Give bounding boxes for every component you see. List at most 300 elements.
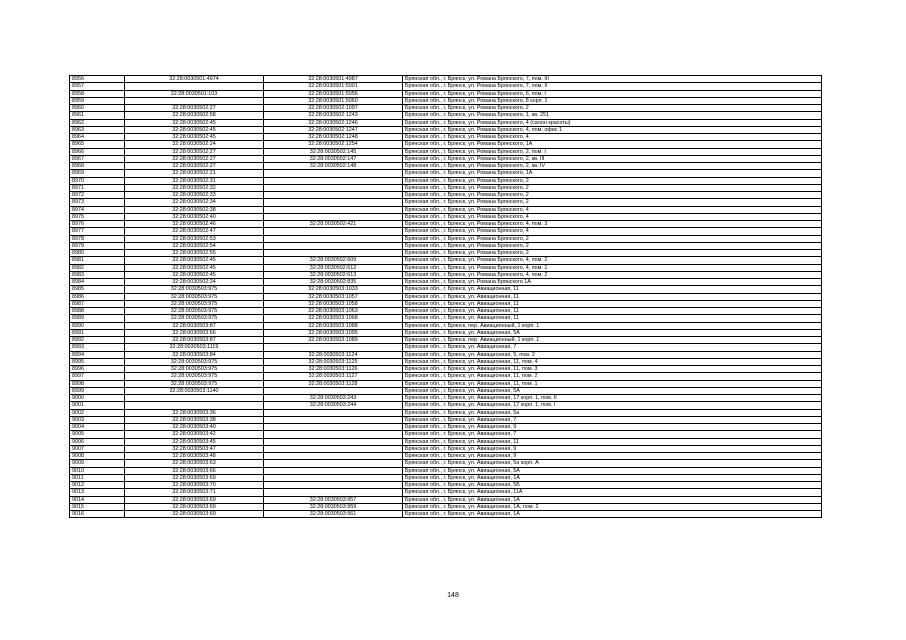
premises-cadastral-number-cell xyxy=(264,250,403,257)
table-row xyxy=(70,155,822,162)
cadastral-number-cell: 32:28:0030503:975 xyxy=(125,300,264,307)
cadastral-number-cell: 32:28:0030503:38 xyxy=(125,416,264,423)
premises-cadastral-number-cell: 32:28:0030501:5060 xyxy=(264,97,403,104)
address-cell: Брянская обл., г. Брянск, ул. Романа Брянского, 2 xyxy=(403,199,822,206)
table-row xyxy=(70,177,822,184)
table-row xyxy=(70,315,822,322)
address-cell: Брянская обл., г. Брянск, ул. Романа Брянского, 4, пом. 1 xyxy=(403,264,822,271)
row-number-cell: 9016 xyxy=(70,511,125,518)
premises-cadastral-number-cell: 32:28:0030502:612 xyxy=(264,264,403,271)
table-row xyxy=(70,235,822,242)
premises-cadastral-number-cell: 32:28:0030503:1068 xyxy=(264,315,403,322)
cadastral-number-cell: 32:28:0030502:58 xyxy=(125,112,264,119)
address-cell: Брянская обл., г. Брянск, ул. Авиационная, 9 xyxy=(403,453,822,460)
table-row xyxy=(70,482,822,489)
premises-cadastral-number-cell: 32:28:0030503:1127 xyxy=(264,373,403,380)
premises-cadastral-number-cell: 32:28:0030503:1095 xyxy=(264,329,403,336)
premises-cadastral-number-cell: 32:28:0030502:147 xyxy=(264,155,403,162)
table-row xyxy=(70,257,822,264)
cadastral-number-cell: 32:28:0030503:975 xyxy=(125,366,264,373)
cadastral-number-cell: 32:28:0030503:69 xyxy=(125,511,264,518)
address-cell: Брянская обл., г. Брянск, ул. Авиационная, 9 xyxy=(403,445,822,452)
address-cell: Брянская обл., г. Брянск, ул. Романа Брянского, 7, пом. II xyxy=(403,83,822,90)
address-cell: Брянская обл., г. Брянск, ул. Авиационная, 5А xyxy=(403,467,822,474)
address-cell: Брянская обл., г. Брянск, ул. Романа Брянского, 1А xyxy=(403,170,822,177)
cadastral-number-cell: 32:28:0030502:27 xyxy=(125,105,264,112)
cadastral-number-cell: 32:28:0030503:69 xyxy=(125,503,264,510)
row-number-cell: 8993 xyxy=(70,344,125,351)
row-number-cell: 8978 xyxy=(70,235,125,242)
table-row xyxy=(70,242,822,249)
address-cell: Брянская обл., г. Брянск, ул. Романа Брянского, 2, кв. IV xyxy=(403,163,822,170)
address-cell: Брянская обл., г. Брянск, ул. Романа Брянского, 2 xyxy=(403,177,822,184)
row-number-cell: 8968 xyxy=(70,163,125,170)
row-number-cell: 8977 xyxy=(70,228,125,235)
row-number-cell: 8965 xyxy=(70,141,125,148)
cadastral-number-cell: 32:28:0030502:54 xyxy=(125,242,264,249)
table-row xyxy=(70,322,822,329)
table-row xyxy=(70,126,822,133)
row-number-cell: 8990 xyxy=(70,322,125,329)
cadastral-number-cell xyxy=(125,402,264,409)
premises-cadastral-number-cell: 32:28:0030503:1088 xyxy=(264,322,403,329)
premises-cadastral-number-cell: 32:28:0030502:1247 xyxy=(264,126,403,133)
premises-cadastral-number-cell xyxy=(264,453,403,460)
address-cell: Брянская обл., г. Брянск, ул. Авиационная, 7 xyxy=(403,431,822,438)
cadastral-number-cell: 32:28:0030503:975 xyxy=(125,286,264,293)
row-number-cell: 8982 xyxy=(70,264,125,271)
cadastral-number-cell: 32:28:0030502:38 xyxy=(125,206,264,213)
cadastral-number-cell: 32:28:0030503:975 xyxy=(125,380,264,387)
address-cell: Брянская обл., г. Брянск, ул. Авиационная, 1А, пом. 2 xyxy=(403,503,822,510)
table-row xyxy=(70,366,822,373)
address-cell: Брянская обл., г. Брянск, ул. Авиационная, 9 xyxy=(403,424,822,431)
address-cell: Брянская обл., г. Брянск, ул. Авиационная, 1А xyxy=(403,511,822,518)
address-cell: Брянская обл., г. Брянск, ул. Авиационная, 1А xyxy=(403,496,822,503)
table-row xyxy=(70,395,822,402)
row-number-cell: 8966 xyxy=(70,148,125,155)
table-row xyxy=(70,250,822,257)
row-number-cell: 8956 xyxy=(70,76,125,83)
cadastral-number-cell: 32:28:0030503:47 xyxy=(125,445,264,452)
table-row xyxy=(70,264,822,271)
row-number-cell: 8963 xyxy=(70,126,125,133)
address-cell: Брянская обл., г. Брянск, ул. Авиационная, 17 корп. 1, пом. II xyxy=(403,395,822,402)
premises-cadastral-number-cell: 32:28:0030501:4987 xyxy=(264,76,403,83)
cadastral-number-cell: 32:28:0030503:63 xyxy=(125,460,264,467)
premises-cadastral-number-cell: 32:28:0030501:5056 xyxy=(264,90,403,97)
table-row xyxy=(70,184,822,191)
cadastral-number-cell: 32:28:0030502:33 xyxy=(125,192,264,199)
premises-cadastral-number-cell: 32:28:0030502:835 xyxy=(264,279,403,286)
premises-cadastral-number-cell: 32:28:0030503:1057 xyxy=(264,293,403,300)
cadastral-number-cell: 32:28:0030503:87 xyxy=(125,322,264,329)
row-number-cell: 8964 xyxy=(70,134,125,141)
address-cell: Брянская обл., г. Брянск, ул. Романа Брянского, 4 xyxy=(403,228,822,235)
table-row xyxy=(70,416,822,423)
cadastral-number-cell: 32:28:0030502:27 xyxy=(125,148,264,155)
premises-cadastral-number-cell xyxy=(264,424,403,431)
table-row xyxy=(70,279,822,286)
cadastral-number-cell xyxy=(125,395,264,402)
table-row xyxy=(70,380,822,387)
address-cell: Брянская обл., г. Брянск, ул. Романа Брянского, 4 xyxy=(403,213,822,220)
row-number-cell: 8980 xyxy=(70,250,125,257)
cadastral-number-cell: 32:28:0030501:103 xyxy=(125,90,264,97)
table-row xyxy=(70,228,822,235)
premises-cadastral-number-cell: 32:28:0030502:145 xyxy=(264,148,403,155)
table-row xyxy=(70,76,822,83)
table-row xyxy=(70,105,822,112)
address-cell: Брянская обл., г. Брянск, пер. Авиационный, 1 корп. 1 xyxy=(403,322,822,329)
row-number-cell: 8986 xyxy=(70,293,125,300)
premises-cadastral-number-cell xyxy=(264,474,403,481)
table-row xyxy=(70,460,822,467)
premises-cadastral-number-cell: 32:28:0030502:1254 xyxy=(264,141,403,148)
row-number-cell: 8970 xyxy=(70,177,125,184)
row-number-cell: 9006 xyxy=(70,438,125,445)
premises-cadastral-number-cell xyxy=(264,206,403,213)
cadastral-number-cell: 32:28:0030503:66 xyxy=(125,467,264,474)
address-cell: Брянская обл., г. Брянск, ул. Романа Брянского, 2 xyxy=(403,184,822,191)
page-number: 148 xyxy=(447,592,459,599)
premises-cadastral-number-cell: 32:28:0030502:613 xyxy=(264,271,403,278)
premises-cadastral-number-cell: 32:28:0030503:1128 xyxy=(264,380,403,387)
row-number-cell: 9014 xyxy=(70,496,125,503)
premises-cadastral-number-cell: 32:28:0030502:148 xyxy=(264,163,403,170)
table-row xyxy=(70,83,822,90)
address-cell: Брянская обл., г. Брянск, ул. Авиационная, 11А xyxy=(403,489,822,496)
cadastral-number-cell: 32:28:0030502:32 xyxy=(125,184,264,191)
premises-cadastral-number-cell xyxy=(264,235,403,242)
address-cell: Брянская обл., г. Брянск, ул. Авиационная, 11, пом. 2 xyxy=(403,373,822,380)
cadastral-number-cell: 32:28:0030503:84 xyxy=(125,351,264,358)
address-cell: Брянская обл., г. Брянск, ул. Романа Брянского, 1А xyxy=(403,141,822,148)
cadastral-number-cell: 32:28:0030502:53 xyxy=(125,235,264,242)
address-cell: Брянская обл., г. Брянск, ул. Авиационная, 11, пом. 1 xyxy=(403,380,822,387)
row-number-cell: 8976 xyxy=(70,221,125,228)
table-row xyxy=(70,467,822,474)
table-row xyxy=(70,271,822,278)
cadastral-number-cell: 32:28:0030503:69 xyxy=(125,474,264,481)
row-number-cell: 8997 xyxy=(70,373,125,380)
table-row xyxy=(70,373,822,380)
cadastral-number-cell: 32:28:0030503:70 xyxy=(125,482,264,489)
table-row xyxy=(70,141,822,148)
premises-cadastral-number-cell xyxy=(264,409,403,416)
cadastral-number-cell: 32:28:0030503:36 xyxy=(125,409,264,416)
address-cell: Брянская обл., г. Брянск, ул. Романа Брянского, 4, пом. 2 xyxy=(403,257,822,264)
address-cell: Брянская обл., г. Брянск, ул. Романа Брянского, 4 xyxy=(403,206,822,213)
table-row xyxy=(70,163,822,170)
cadastral-number-cell: 32:28:0030502:55 xyxy=(125,250,264,257)
address-cell: Брянская обл., г. Брянск, ул. Романа Брянского, 2 xyxy=(403,235,822,242)
table-body xyxy=(70,76,822,518)
address-cell: Брянская обл., г. Брянск, ул. Авиационная, 5Б xyxy=(403,482,822,489)
table-row xyxy=(70,90,822,97)
premises-cadastral-number-cell: 32:28:0030501:5001 xyxy=(264,83,403,90)
premises-cadastral-number-cell: 32:28:0030502:421 xyxy=(264,221,403,228)
row-number-cell: 9007 xyxy=(70,445,125,452)
premises-cadastral-number-cell: 32:28:0030503:1126 xyxy=(264,366,403,373)
table-row xyxy=(70,402,822,409)
address-cell: Брянская обл., г. Брянск, ул. Романа Брянского, 2 xyxy=(403,105,822,112)
address-cell: Брянская обл., г. Брянск, пер. Авиационный, 1 корп. 1 xyxy=(403,337,822,344)
premises-cadastral-number-cell: 32:28:0030503:1125 xyxy=(264,358,403,365)
address-cell: Брянская обл., г. Брянск, ул. Авиационная, 5А xyxy=(403,329,822,336)
row-number-cell: 9002 xyxy=(70,409,125,416)
cadastral-table xyxy=(69,75,822,518)
premises-cadastral-number-cell: 32:28:0030502:1097 xyxy=(264,105,403,112)
table-row xyxy=(70,300,822,307)
cadastral-number-cell: 32:28:0030503:69 xyxy=(125,496,264,503)
cadastral-number-cell: 32:28:0030502:45 xyxy=(125,134,264,141)
cadastral-number-cell: 32:28:0030503:975 xyxy=(125,293,264,300)
row-number-cell: 8960 xyxy=(70,105,125,112)
cadastral-number-cell: 32:28:0030502:21 xyxy=(125,170,264,177)
premises-cadastral-number-cell xyxy=(264,242,403,249)
address-cell: Брянская обл., г. Брянск, ул. Авиационная, 11, пом. 4 xyxy=(403,358,822,365)
cadastral-number-cell: 32:28:0030503:42 xyxy=(125,431,264,438)
cadastral-number-cell: 32:28:0030503:71 xyxy=(125,489,264,496)
row-number-cell: 8998 xyxy=(70,380,125,387)
table-row xyxy=(70,206,822,213)
table-row xyxy=(70,424,822,431)
cadastral-number-cell: 32:28:0030503:48 xyxy=(125,453,264,460)
table-row xyxy=(70,453,822,460)
cadastral-number-cell: 32:28:0030502:47 xyxy=(125,228,264,235)
row-number-cell: 8974 xyxy=(70,206,125,213)
address-cell: Брянская обл., г. Брянск, ул. Авиационная, 11 xyxy=(403,300,822,307)
table-row xyxy=(70,286,822,293)
table-row xyxy=(70,293,822,300)
table-row xyxy=(70,337,822,344)
cadastral-number-cell: 32:28:0030503:975 xyxy=(125,315,264,322)
cadastral-number-cell: 32:28:0030502:45 xyxy=(125,126,264,133)
premises-cadastral-number-cell: 32:28:0030503:1089 xyxy=(264,337,403,344)
row-number-cell: 8999 xyxy=(70,387,125,394)
premises-cadastral-number-cell xyxy=(264,489,403,496)
address-cell: Брянская обл., г. Брянск, ул. Авиационная, 11 xyxy=(403,286,822,293)
address-cell: Брянская обл., г. Брянск, ул. Романа Брянского, 8 корп. 1 xyxy=(403,97,822,104)
cadastral-number-cell: 32:28:0030502:27 xyxy=(125,163,264,170)
address-cell: Брянская обл., г. Брянск, ул. Романа Брянского, 4, пом. офис 1 xyxy=(403,126,822,133)
table-row xyxy=(70,438,822,445)
premises-cadastral-number-cell: 32:28:0030502:1248 xyxy=(264,134,403,141)
premises-cadastral-number-cell: 32:28:0030503:1063 xyxy=(264,308,403,315)
table-row xyxy=(70,192,822,199)
row-number-cell: 9008 xyxy=(70,453,125,460)
address-cell: Брянская обл., г. Брянск, ул. Романа Брянского, 7, пом. III xyxy=(403,76,822,83)
cadastral-number-cell: 32:28:0030502:24 xyxy=(125,279,264,286)
row-number-cell: 8989 xyxy=(70,315,125,322)
premises-cadastral-number-cell: 32:28:0030503:243 xyxy=(264,395,403,402)
premises-cadastral-number-cell: 32:28:0030503:957 xyxy=(264,496,403,503)
row-number-cell: 8958 xyxy=(70,90,125,97)
premises-cadastral-number-cell: 32:28:0030503:1033 xyxy=(264,286,403,293)
row-number-cell: 8969 xyxy=(70,170,125,177)
address-cell: Брянская обл., г. Брянск, ул. Авиационная, 7 xyxy=(403,344,822,351)
premises-cadastral-number-cell: 32:28:0030503:961 xyxy=(264,511,403,518)
table-row xyxy=(70,387,822,394)
address-cell: Брянская обл., г. Брянск, ул. Романа Брянского, 2 xyxy=(403,242,822,249)
address-cell: Брянская обл., г. Брянск, ул. Романа Брянского, 2, пом. I xyxy=(403,148,822,155)
address-cell: Брянская обл., г. Брянск, ул. Романа Брянского 1А xyxy=(403,279,822,286)
premises-cadastral-number-cell xyxy=(264,213,403,220)
table-row xyxy=(70,474,822,481)
row-number-cell: 8975 xyxy=(70,213,125,220)
premises-cadastral-number-cell xyxy=(264,228,403,235)
premises-cadastral-number-cell xyxy=(264,344,403,351)
address-cell: Брянская обл., г. Брянск, ул. Романа Брянского, 6, пом. I xyxy=(403,90,822,97)
table-row xyxy=(70,409,822,416)
row-number-cell: 8991 xyxy=(70,329,125,336)
premises-cadastral-number-cell xyxy=(264,482,403,489)
row-number-cell: 9003 xyxy=(70,416,125,423)
row-number-cell: 8961 xyxy=(70,112,125,119)
row-number-cell: 9011 xyxy=(70,474,125,481)
row-number-cell: 8967 xyxy=(70,155,125,162)
row-number-cell: 9004 xyxy=(70,424,125,431)
address-cell: Брянская обл., г. Брянск, ул. Авиационная, 11, пом. 3 xyxy=(403,366,822,373)
address-cell: Брянская обл., г. Брянск, ул. Романа Брянского, 4, пом. 2 xyxy=(403,271,822,278)
row-number-cell: 9010 xyxy=(70,467,125,474)
address-cell: Брянская обл., г. Брянск, ул. Авиационная, 17 корп. 1, пом. I xyxy=(403,402,822,409)
address-cell: Брянская обл., г. Брянск, ул. Романа Брянского, 2 xyxy=(403,192,822,199)
cadastral-number-cell: 32:28:0030503:87 xyxy=(125,337,264,344)
table-row xyxy=(70,97,822,104)
cadastral-number-cell: 32:28:0030502:34 xyxy=(125,199,264,206)
table-row xyxy=(70,431,822,438)
premises-cadastral-number-cell xyxy=(264,387,403,394)
cadastral-number-cell: 32:28:0030503:1140 xyxy=(125,387,264,394)
cadastral-number-cell: 32:28:0030503:66 xyxy=(125,329,264,336)
address-cell: Брянская обл., г. Брянск, ул. Авиационная, 5, пом. 2 xyxy=(403,351,822,358)
address-cell: Брянская обл., г. Брянск, ул. Авиационная, 11 xyxy=(403,308,822,315)
address-cell: Брянская обл., г. Брянск, ул. Романа Брянского, 4, пом. 3 xyxy=(403,221,822,228)
table-row xyxy=(70,489,822,496)
premises-cadastral-number-cell xyxy=(264,184,403,191)
premises-cadastral-number-cell xyxy=(264,460,403,467)
row-number-cell: 9005 xyxy=(70,431,125,438)
row-number-cell: 8981 xyxy=(70,257,125,264)
table-row xyxy=(70,134,822,141)
address-cell: Брянская обл., г. Брянск, ул. Романа Брянского, 1, кв. 251 xyxy=(403,112,822,119)
premises-cadastral-number-cell: 32:28:0030503:1058 xyxy=(264,300,403,307)
address-cell: Брянская обл., г. Брянск, ул. Авиационная, 5а xyxy=(403,409,822,416)
row-number-cell: 9015 xyxy=(70,503,125,510)
premises-cadastral-number-cell xyxy=(264,199,403,206)
cadastral-number-cell: 32:28:0030502:45 xyxy=(125,264,264,271)
row-number-cell: 8992 xyxy=(70,337,125,344)
premises-cadastral-number-cell: 32:28:0030503:959 xyxy=(264,503,403,510)
address-cell: Брянская обл., г. Брянск, ул. Авиационная, 5а корп. А xyxy=(403,460,822,467)
cadastral-number-cell: 32:28:0030503:1119 xyxy=(125,344,264,351)
table-row xyxy=(70,119,822,126)
premises-cadastral-number-cell: 32:28:0030502:1243 xyxy=(264,112,403,119)
cadastral-number-cell: 32:28:0030503:45 xyxy=(125,438,264,445)
address-cell: Брянская обл., г. Брянск, ул. Романа Брянского, 2 xyxy=(403,250,822,257)
cadastral-number-cell: 32:28:0030502:24 xyxy=(125,141,264,148)
row-number-cell: 8996 xyxy=(70,366,125,373)
premises-cadastral-number-cell xyxy=(264,431,403,438)
cadastral-number-cell: 32:28:0030503:975 xyxy=(125,308,264,315)
premises-cadastral-number-cell xyxy=(264,177,403,184)
table-row xyxy=(70,221,822,228)
table-row xyxy=(70,445,822,452)
table-row xyxy=(70,351,822,358)
table-row xyxy=(70,329,822,336)
address-cell: Брянская обл., г. Брянск, ул. Романа Брянского, 2, кв. III xyxy=(403,155,822,162)
cadastral-number-cell: 32:28:0030502:45 xyxy=(125,119,264,126)
row-number-cell: 8985 xyxy=(70,286,125,293)
cadastral-number-cell: 32:28:0030503:975 xyxy=(125,373,264,380)
premises-cadastral-number-cell xyxy=(264,416,403,423)
table-row xyxy=(70,496,822,503)
table-row xyxy=(70,213,822,220)
premises-cadastral-number-cell xyxy=(264,467,403,474)
row-number-cell: 9000 xyxy=(70,395,125,402)
cadastral-number-cell: 32:28:0030502:31 xyxy=(125,177,264,184)
cadastral-number-cell: 32:28:0030502:27 xyxy=(125,155,264,162)
table-row xyxy=(70,112,822,119)
row-number-cell: 8983 xyxy=(70,271,125,278)
row-number-cell: 8971 xyxy=(70,184,125,191)
cadastral-number-cell: 32:28:0030503:40 xyxy=(125,424,264,431)
cadastral-number-cell: 32:28:0030502:40 xyxy=(125,213,264,220)
cadastral-number-cell: 32:28:0030502:46 xyxy=(125,221,264,228)
premises-cadastral-number-cell: 32:28:0030502:1246 xyxy=(264,119,403,126)
premises-cadastral-number-cell: 32:28:0030503:1124 xyxy=(264,351,403,358)
address-cell: Брянская обл., г. Брянск, ул. Романа Брянского, 4 xyxy=(403,134,822,141)
address-cell: Брянская обл., г. Брянск, ул. Авиационная, 7 xyxy=(403,416,822,423)
premises-cadastral-number-cell: 32:28:0030503:244 xyxy=(264,402,403,409)
premises-cadastral-number-cell xyxy=(264,438,403,445)
cadastral-number-cell xyxy=(125,97,264,104)
table-row xyxy=(70,344,822,351)
premises-cadastral-number-cell xyxy=(264,445,403,452)
address-cell: Брянская обл., г. Брянск, ул. Авиационная, 11 xyxy=(403,315,822,322)
row-number-cell: 8973 xyxy=(70,199,125,206)
table-row xyxy=(70,511,822,518)
row-number-cell: 8988 xyxy=(70,308,125,315)
table-row xyxy=(70,199,822,206)
row-number-cell: 8995 xyxy=(70,358,125,365)
table-row xyxy=(70,308,822,315)
cadastral-number-cell: 32:28:0030502:45 xyxy=(125,257,264,264)
row-number-cell: 9012 xyxy=(70,482,125,489)
row-number-cell: 8994 xyxy=(70,351,125,358)
row-number-cell: 8987 xyxy=(70,300,125,307)
address-cell: Брянская обл., г. Брянск, ул. Авиационная, 5А xyxy=(403,387,822,394)
address-cell: Брянская обл., г. Брянск, ул. Романа Брянского, 4 (салон красоты) xyxy=(403,119,822,126)
premises-cadastral-number-cell xyxy=(264,170,403,177)
premises-cadastral-number-cell: 32:28:0030502:609 xyxy=(264,257,403,264)
row-number-cell: 8979 xyxy=(70,242,125,249)
row-number-cell: 8959 xyxy=(70,97,125,104)
cadastral-number-cell xyxy=(125,83,264,90)
address-cell: Брянская обл., г. Брянск, ул. Авиационная, 11 xyxy=(403,438,822,445)
table-row xyxy=(70,503,822,510)
cadastral-number-cell: 32:28:0030502:45 xyxy=(125,271,264,278)
address-cell: Брянская обл., г. Брянск, ул. Авиационная, 11 xyxy=(403,293,822,300)
cadastral-number-cell: 32:28:0030501:4974 xyxy=(125,76,264,83)
row-number-cell: 9001 xyxy=(70,402,125,409)
table-row xyxy=(70,148,822,155)
row-number-cell: 8984 xyxy=(70,279,125,286)
row-number-cell: 9009 xyxy=(70,460,125,467)
cadastral-number-cell: 32:28:0030503:975 xyxy=(125,358,264,365)
